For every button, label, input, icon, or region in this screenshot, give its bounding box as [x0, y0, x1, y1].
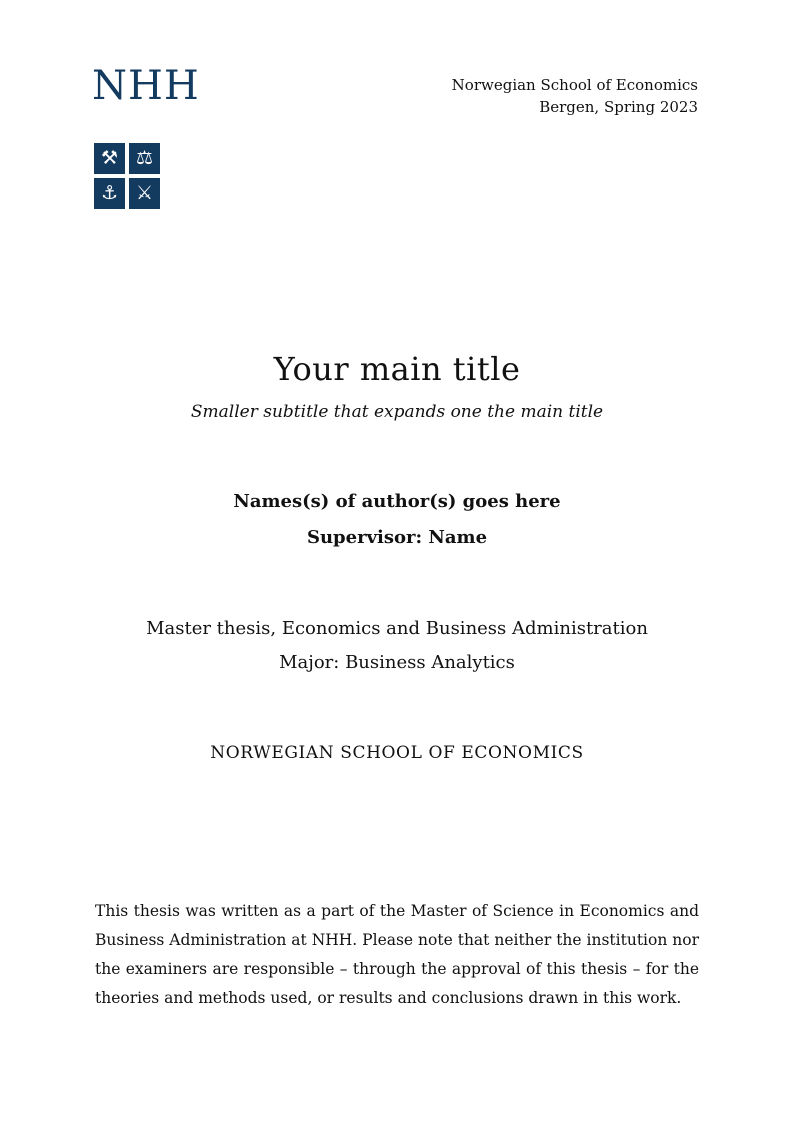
- nhh-logo-text: NHH: [92, 63, 200, 109]
- disclaimer-paragraph: This thesis was written as a part of the Master of Science in Economics and Business Administration at NHH. Please note that neither the institution nor the examiners are responsible – through the approval of this thesis – for the theories and methods used, or results and conclusions drawn in this work.: [95, 902, 699, 1007]
- affiliation-school: Norwegian School of Economics: [451, 76, 698, 94]
- program-major-line: Major: Business Analytics: [279, 652, 515, 673]
- crossed-fish-icon: ⚔: [129, 178, 160, 209]
- program-thesis-line: Master thesis, Economics and Business Administration: [146, 618, 648, 639]
- scales-icon: ⚖: [129, 143, 160, 174]
- supervisor-line: Supervisor: Name: [306, 527, 488, 548]
- affiliation-term: Bergen, Spring 2023: [539, 98, 698, 116]
- main-title: Your main title: [273, 350, 521, 388]
- affiliation-block: [452, 74, 698, 118]
- nhh-crest-logo: [94, 143, 160, 209]
- subtitle: Smaller subtitle that expands one the main title: [190, 402, 604, 422]
- crossed-hammers-icon: ⚒: [94, 143, 125, 174]
- institution-name: NORWEGIAN SCHOOL OF ECONOMICS: [210, 743, 584, 763]
- anchor-icon: ⚓: [94, 178, 125, 209]
- authors-line: Names(s) of author(s) goes here: [233, 491, 561, 512]
